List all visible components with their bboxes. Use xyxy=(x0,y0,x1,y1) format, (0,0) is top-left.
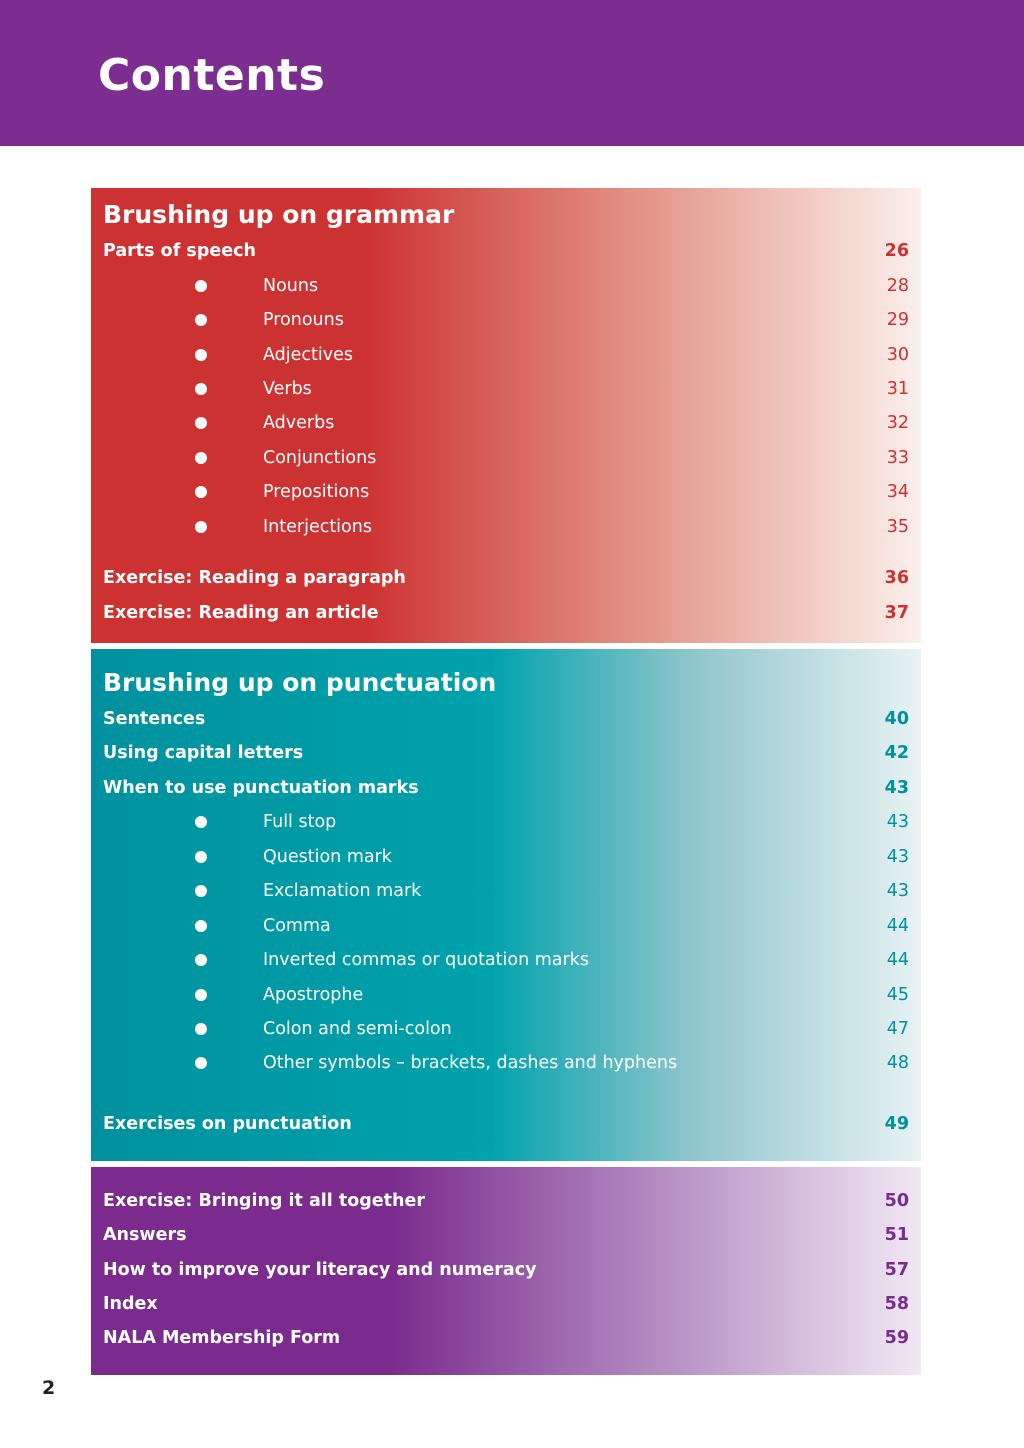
toc-entry-label: Other symbols – brackets, dashes and hyphens xyxy=(263,1053,678,1073)
toc-entry-page: 30 xyxy=(886,345,909,365)
toc-entry-page: 51 xyxy=(884,1225,909,1245)
toc-entry-page: 43 xyxy=(886,881,909,901)
toc-subentry xyxy=(91,480,921,504)
toc-subentry xyxy=(91,308,921,332)
toc-entry-label: Index xyxy=(103,1294,158,1314)
bullet-icon xyxy=(195,954,207,966)
toc-entry-label: Question mark xyxy=(263,847,392,867)
bullet-icon xyxy=(195,452,207,464)
page-header xyxy=(0,0,1024,146)
toc-entry-page: 58 xyxy=(884,1294,909,1314)
toc-entry xyxy=(91,1112,921,1136)
toc-entry xyxy=(91,776,921,800)
toc-entry xyxy=(91,741,921,765)
toc-entry-page: 47 xyxy=(886,1019,909,1039)
bullet-icon xyxy=(195,1023,207,1035)
misc-section xyxy=(91,1167,921,1375)
toc-entry-label: Exclamation mark xyxy=(263,881,422,901)
toc-entry-page: 49 xyxy=(884,1114,909,1134)
toc-entry xyxy=(91,239,921,263)
bullet-icon xyxy=(195,885,207,897)
grammar-section-title: Brushing up on grammar xyxy=(103,200,455,229)
toc-subentry xyxy=(91,515,921,539)
toc-entry-page: 37 xyxy=(884,603,909,623)
toc-entry xyxy=(91,1223,921,1247)
toc-subentry xyxy=(91,1017,921,1041)
toc-entry-label: Exercise: Reading an article xyxy=(103,603,379,623)
toc-entry xyxy=(91,1292,921,1316)
toc-entry-page: 34 xyxy=(886,482,909,502)
toc-entry-page: 48 xyxy=(886,1053,909,1073)
toc-entry-label: Exercise: Reading a paragraph xyxy=(103,568,406,588)
toc-entry-page: 43 xyxy=(886,812,909,832)
toc-subentry xyxy=(91,411,921,435)
page-number: 2 xyxy=(42,1377,56,1399)
bullet-icon xyxy=(195,521,207,533)
toc-entry-page: 40 xyxy=(884,709,909,729)
bullet-icon xyxy=(195,417,207,429)
toc-entry-label: Sentences xyxy=(103,709,206,729)
toc-entry-label: Exercises on punctuation xyxy=(103,1114,352,1134)
toc-entry-label: Apostrophe xyxy=(263,985,364,1005)
toc-entry xyxy=(91,1258,921,1282)
toc-entry-page: 29 xyxy=(886,310,909,330)
toc-entry-page: 45 xyxy=(886,985,909,1005)
toc-entry-page: 59 xyxy=(884,1328,909,1348)
toc-entry-label: Using capital letters xyxy=(103,743,304,763)
toc-entry-page: 28 xyxy=(886,276,909,296)
page-title: Contents xyxy=(98,50,326,101)
bullet-icon xyxy=(195,349,207,361)
toc-subentry xyxy=(91,948,921,972)
toc-entry-label: Prepositions xyxy=(263,482,370,502)
toc-entry-label: Colon and semi-colon xyxy=(263,1019,452,1039)
toc-subentry xyxy=(91,879,921,903)
toc-entry-label: Exercise: Bringing it all together xyxy=(103,1191,425,1211)
toc-entry-label: Pronouns xyxy=(263,310,344,330)
bullet-icon xyxy=(195,816,207,828)
toc-entry-page: 43 xyxy=(886,847,909,867)
bullet-icon xyxy=(195,989,207,1001)
toc-subentry xyxy=(91,810,921,834)
bullet-icon xyxy=(195,851,207,863)
toc-entry-page: 31 xyxy=(886,379,909,399)
toc-entry-label: Interjections xyxy=(263,517,372,537)
toc-entry-label: Full stop xyxy=(263,812,337,832)
toc-subentry xyxy=(91,377,921,401)
toc-subentry xyxy=(91,446,921,470)
toc-entry-page: 35 xyxy=(886,517,909,537)
toc-entry xyxy=(91,707,921,731)
toc-entry-label: How to improve your literacy and numeracy xyxy=(103,1260,537,1280)
toc-entry-page: 57 xyxy=(884,1260,909,1280)
toc-entry xyxy=(91,1326,921,1350)
bullet-icon xyxy=(195,280,207,292)
toc-entry-page: 50 xyxy=(884,1191,909,1211)
bullet-icon xyxy=(195,486,207,498)
toc-entry-label: Inverted commas or quotation marks xyxy=(263,950,589,970)
toc-entry-page: 36 xyxy=(884,568,909,588)
toc-subentry xyxy=(91,1051,921,1075)
bullet-icon xyxy=(195,314,207,326)
toc-entry-label: Nouns xyxy=(263,276,319,296)
toc-entry-label: Adverbs xyxy=(263,413,335,433)
toc-subentry xyxy=(91,983,921,1007)
toc-subentry xyxy=(91,845,921,869)
toc-entry-page: 26 xyxy=(884,241,909,261)
toc-subentry xyxy=(91,343,921,367)
toc-entry-label: NALA Membership Form xyxy=(103,1328,341,1348)
toc-entry-page: 42 xyxy=(884,743,909,763)
bullet-icon xyxy=(195,383,207,395)
toc-entry-label: Parts of speech xyxy=(103,241,256,261)
toc-entry-page: 32 xyxy=(886,413,909,433)
toc-entry-page: 44 xyxy=(886,950,909,970)
toc-subentry xyxy=(91,274,921,298)
toc-entry-label: Conjunctions xyxy=(263,448,377,468)
toc-entry xyxy=(91,566,921,590)
toc-entry-page: 44 xyxy=(886,916,909,936)
toc-entry xyxy=(91,1189,921,1213)
punctuation-section xyxy=(91,649,921,1161)
toc-entry-label: Answers xyxy=(103,1225,187,1245)
bullet-icon xyxy=(195,1057,207,1069)
toc-entry-page: 43 xyxy=(884,778,909,798)
punctuation-section-title: Brushing up on punctuation xyxy=(103,668,497,697)
toc-entry-label: When to use punctuation marks xyxy=(103,778,419,798)
grammar-section xyxy=(91,188,921,643)
toc-subentry xyxy=(91,914,921,938)
bullet-icon xyxy=(195,920,207,932)
toc-entry xyxy=(91,601,921,625)
toc-entry-label: Verbs xyxy=(263,379,312,399)
toc-entry-label: Comma xyxy=(263,916,331,936)
toc-entry-page: 33 xyxy=(886,448,909,468)
toc-entry-label: Adjectives xyxy=(263,345,353,365)
